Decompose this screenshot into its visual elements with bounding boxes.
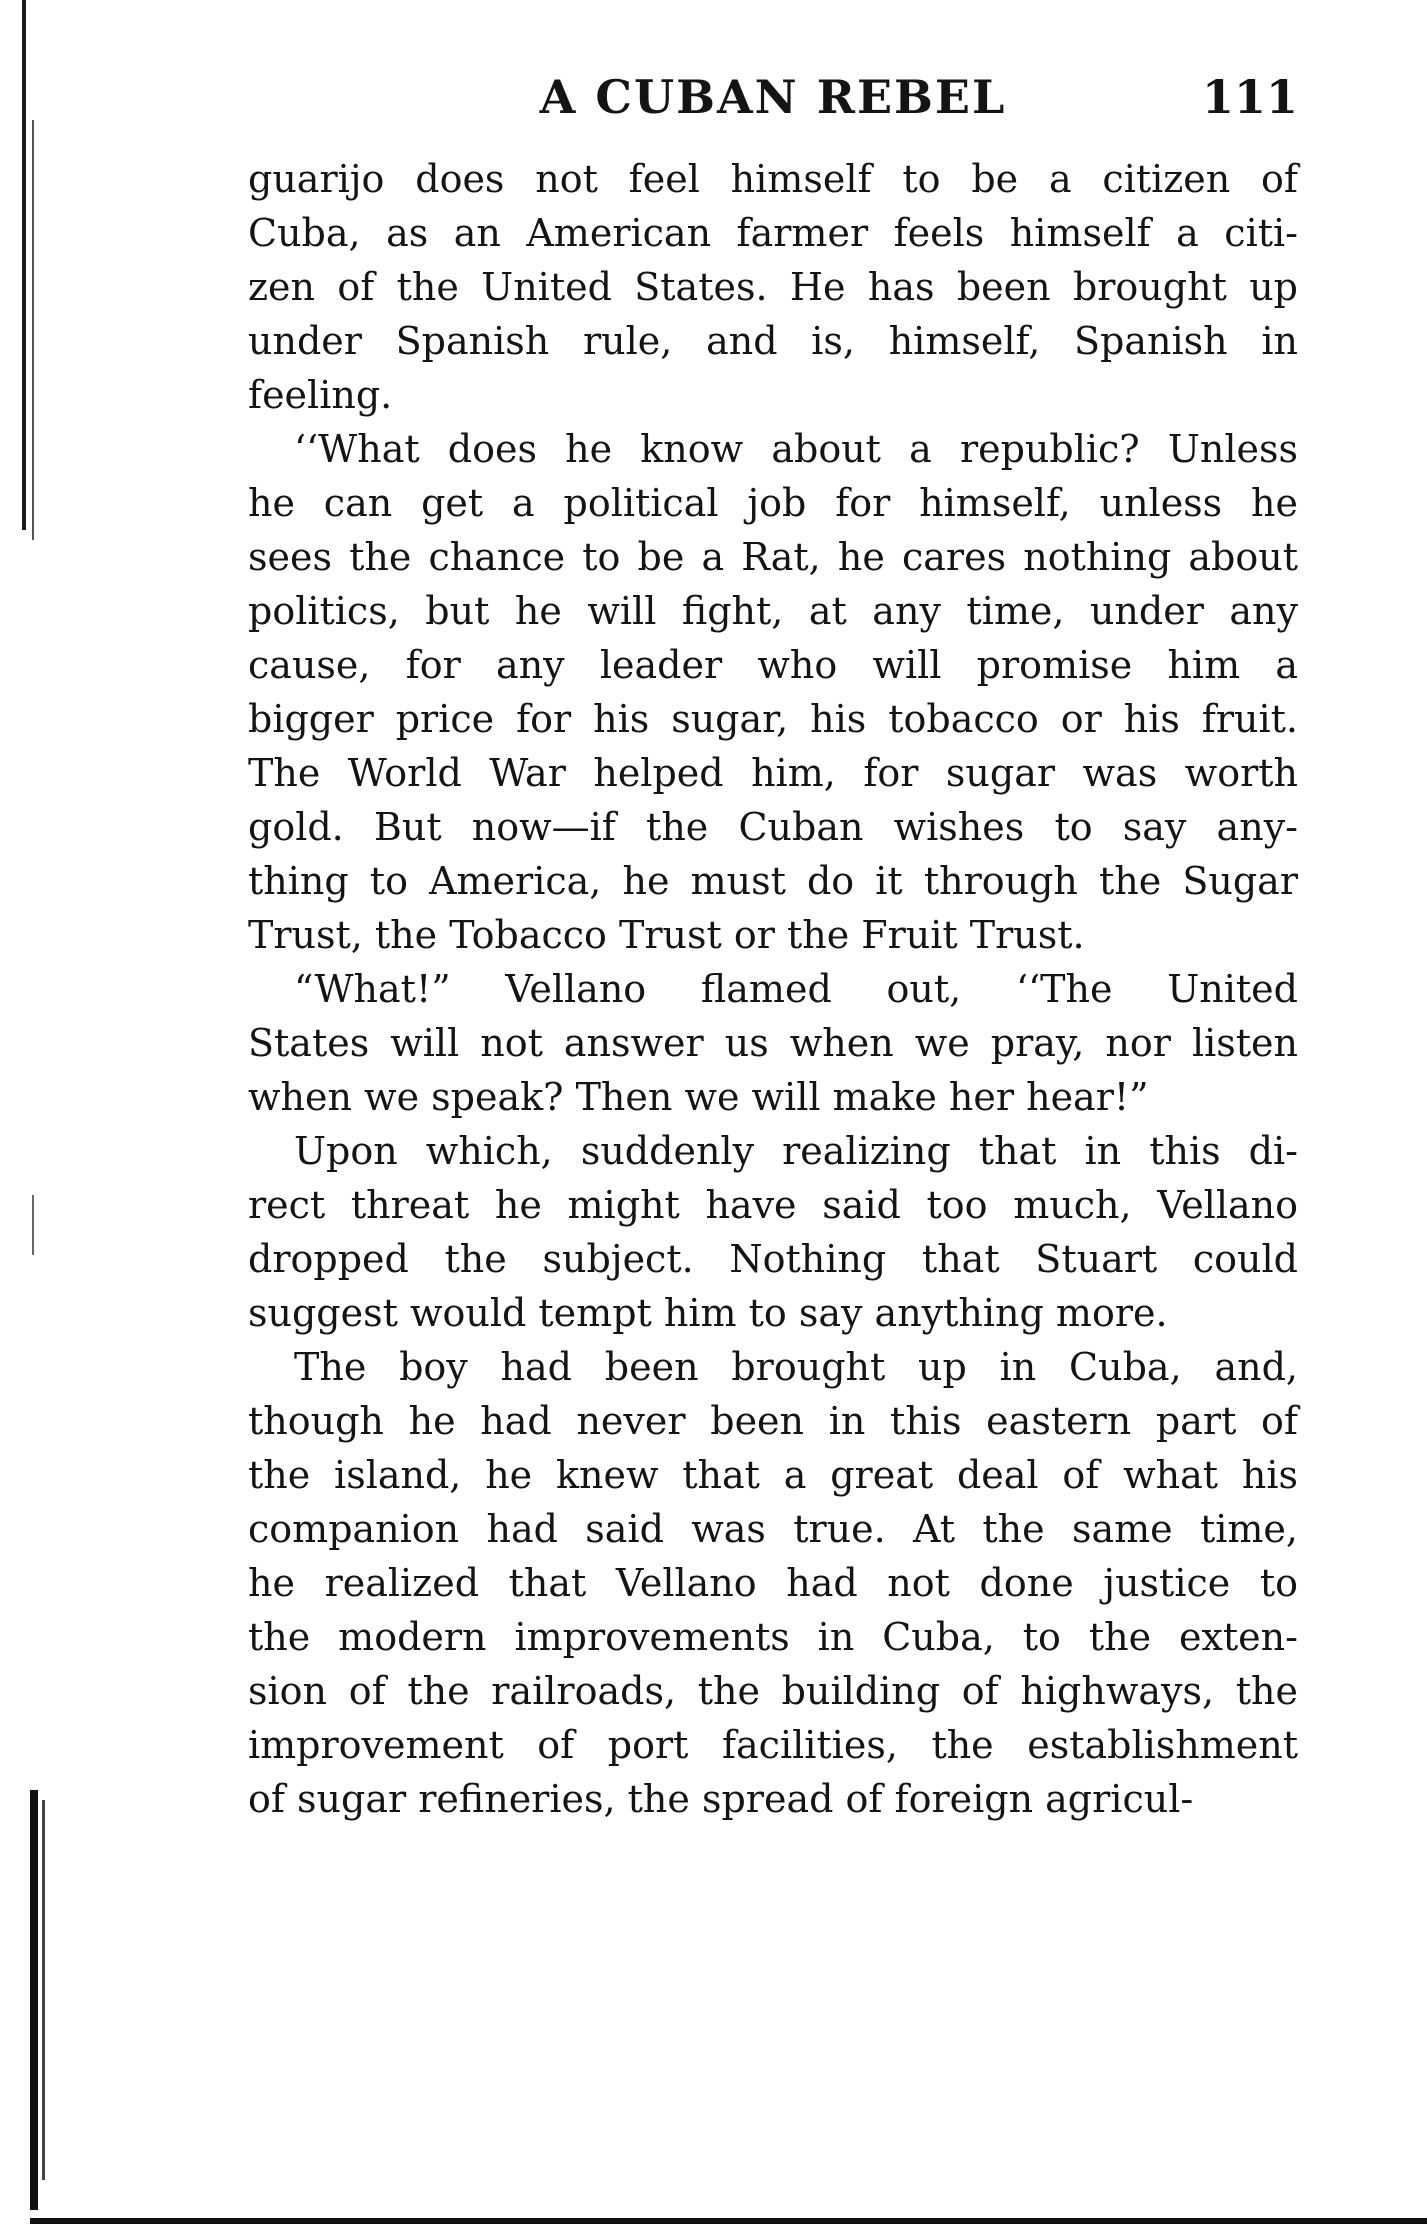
text-line: rect threat he might have said too much, Vellano	[248, 1183, 1298, 1227]
text-line: of sugar refineries, the spread of foreign agricul-	[248, 1777, 1194, 1821]
text-line: sion of the railroads, the building of highways, the	[248, 1669, 1298, 1713]
text-line: Trust, the Tobacco Trust or the Fruit Trust.	[248, 913, 1085, 957]
text-line: companion had said was true. At the same time,	[248, 1507, 1298, 1551]
paragraph	[248, 422, 1298, 962]
page-edge-shadow-mid	[32, 120, 34, 540]
text-line: suggest would tempt him to say anything more.	[248, 1291, 1168, 1335]
page-edge-shadow-top	[22, 0, 26, 530]
text-line: under Spanish rule, and is, himself, Spanish in	[248, 319, 1298, 363]
text-line: thing to America, he must do it through the Sugar	[248, 859, 1298, 903]
text-line: cause, for any leader who will promise him a	[248, 643, 1298, 687]
text-line: Cuba, as an American farmer feels himself a citi-	[248, 211, 1298, 255]
text-line: he realized that Vellano had not done justice to	[248, 1561, 1298, 1605]
text-line: zen of the United States. He has been brought up	[248, 265, 1298, 309]
text-line: ‘‘What does he know about a republic? Unless	[294, 427, 1298, 471]
text-line: politics, but he will fight, at any time, under any	[248, 589, 1298, 633]
paragraph	[248, 962, 1298, 1124]
text-line: the island, he knew that a great deal of what his	[248, 1453, 1298, 1497]
page-bottom-edge	[30, 2218, 1427, 2224]
text-line: feeling.	[248, 373, 393, 417]
text-line: Upon which, suddenly realizing that in this di-	[294, 1129, 1298, 1173]
text-line: improvement of port facilities, the establishment	[248, 1723, 1298, 1767]
paragraph	[248, 1340, 1298, 1826]
text-line: when we speak? Then we will make her hear!”	[248, 1075, 1149, 1119]
text-line: the modern improvements in Cuba, to the exten-	[248, 1615, 1298, 1659]
paragraph	[248, 1124, 1298, 1340]
text-line: sees the chance to be a Rat, he cares nothing about	[248, 535, 1298, 579]
page-edge-shadow-bottom	[30, 1790, 38, 2210]
body-text	[248, 152, 1298, 1826]
text-line: he can get a political job for himself, unless he	[248, 481, 1298, 525]
text-line: “What!” Vellano flamed out, ‘‘The United	[294, 967, 1298, 1011]
text-line: dropped the subject. Nothing that Stuart could	[248, 1237, 1298, 1281]
text-line: guarijo does not feel himself to be a citizen of	[248, 157, 1298, 201]
text-line: though he had never been in this eastern part of	[248, 1399, 1298, 1443]
page-number: 111	[1201, 70, 1298, 124]
text-line: The boy had been brought up in Cuba, and,	[294, 1345, 1298, 1389]
text-line: The World War helped him, for sugar was worth	[248, 751, 1298, 795]
page-edge-shadow-bottom-inner	[42, 1800, 45, 2180]
text-line: gold. But now—if the Cuban wishes to say any-	[248, 805, 1298, 849]
paragraph	[248, 152, 1298, 422]
page-edge-mark	[32, 1195, 34, 1255]
text-line: States will not answer us when we pray, nor listen	[248, 1021, 1298, 1065]
text-line: bigger price for his sugar, his tobacco or his fruit.	[248, 697, 1298, 741]
running-header	[248, 60, 1298, 140]
running-head-title: A CUBAN REBEL	[539, 70, 1007, 124]
